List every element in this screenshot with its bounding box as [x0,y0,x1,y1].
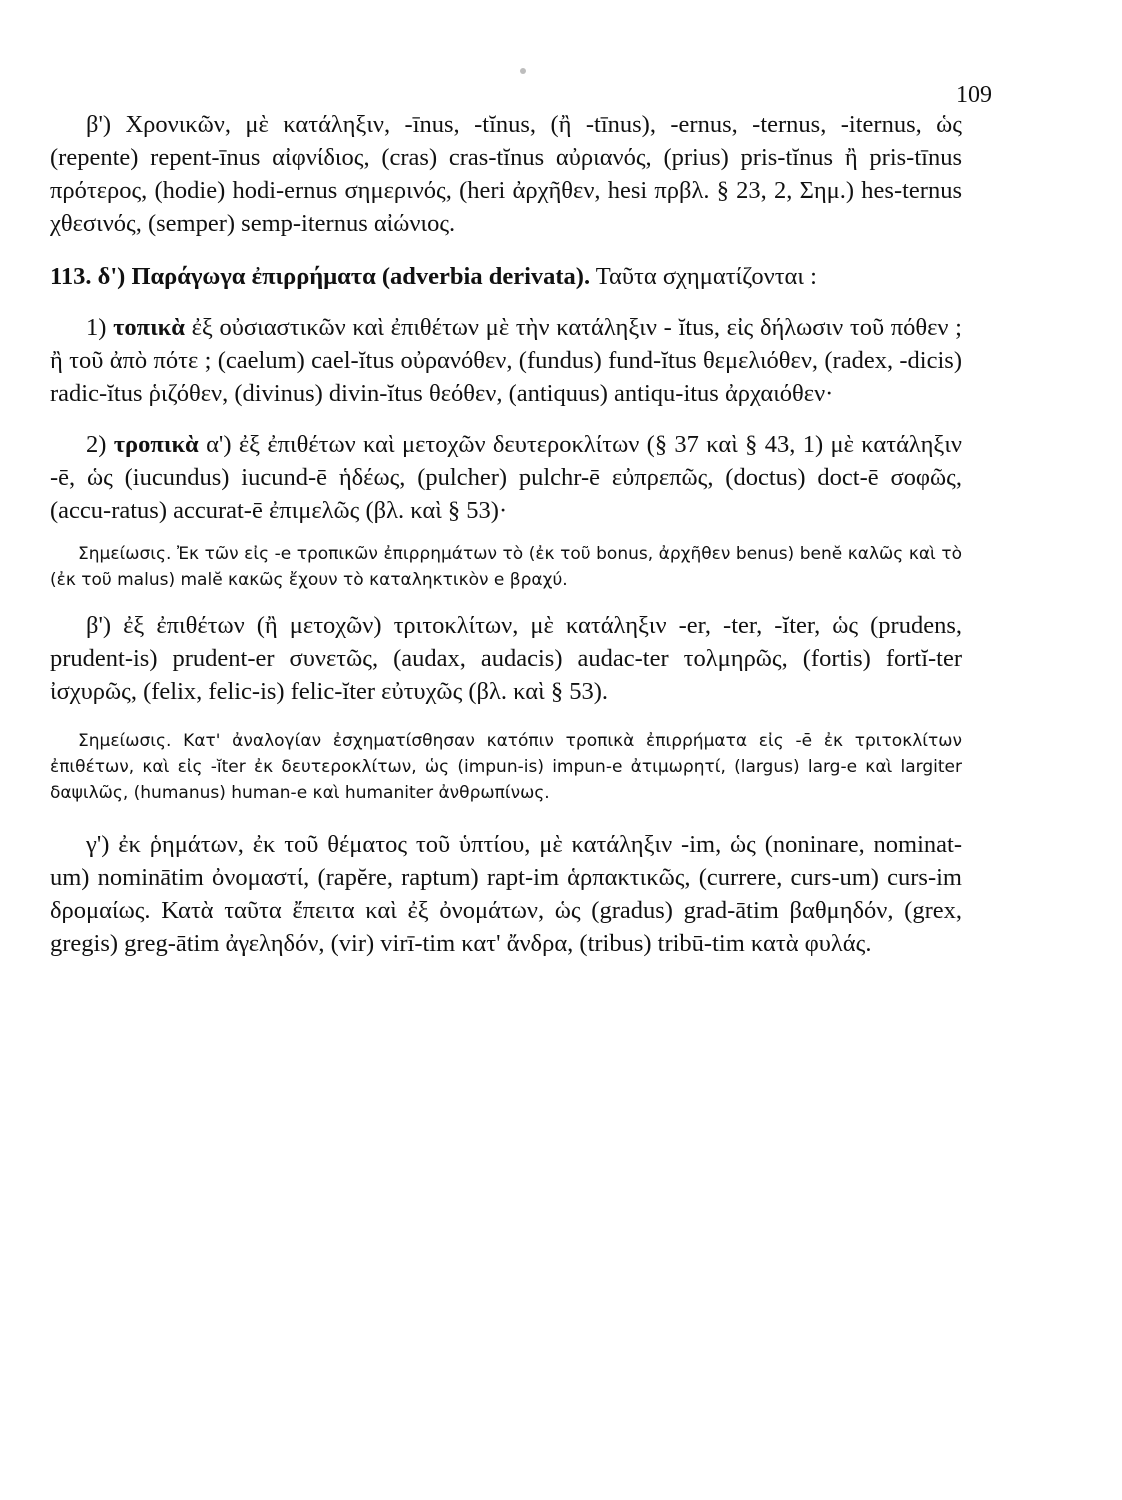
page-body [50,108,962,960]
paragraph-modal-adverbs: 2) τροπικὰ α') ἐξ ἐπιθέτων καὶ μετοχῶν δευτεροκλίτων (§ 37 καὶ § 43, 1) μὲ κατάληξιν -ē, ὡς (iucundus) iucund-ē ἡδέως, (pulcher) pulchr-ē εὐπρεπῶς, (doctus) doct-ē σοφῶς, (accu-ratus) accurat-ē ἐπιμελῶς (βλ. καὶ § 53)· [50,431,962,524]
paragraph-third-declension: β') ἐξ ἐπιθέτων (ἢ μετοχῶν) τριτοκλίτων, μὲ κατάληξιν -er, -ter, -ĭter, ὡς (prudens, prudent-is) prudent-er συνετῶς, (audax, audacis) audac-ter τολμηρῶς, (fortis) fortĭ-ter ἰσχυρῶς, (felix, felic-is) felic-ĭter εὐτυχῶς (βλ. καὶ § 53). [50,612,962,705]
note-short-e: Σημείωσις. Ἐκ τῶν εἰς -e τροπικῶν ἐπιρρημάτων τὸ (ἐκ τοῦ bonus, ἀρχῆθεν benus) benĕ καλῶς καὶ τὸ (ἐκ τοῦ malus) malĕ κακῶς ἔχουν τὸ καταληκτικὸν e βραχύ. [50,544,962,590]
section-113: 113. δ') Παράγωγα ἐπιρρήματα (adverbia derivata). Ταῦτα σχηματίζονται : [50,263,817,290]
paragraph-local-adverbs: 1) τοπικὰ ἐξ οὐσιαστικῶν καὶ ἐπιθέτων μὲ τὴν κατάληξιν - ĭtus, εἰς δήλωσιν τοῦ πόθεν ; ἢ τοῦ ἀπὸ πότε ; (caelum) cael-ĭtus οὐρανόθεν, (fundus) fund-ĭtus θεμελιόθεν, (radex, -dicis) radic-ĭtus ῥιζόθεν, (divinus) divin-ĭtus θεόθεν, (antiquus) antiqu-itus ἀρχαιόθεν· [50,314,962,407]
print-speck [520,68,526,74]
section-heading: 113. δ') Παράγωγα ἐπιρρήματα (adverbia derivata). [50,263,591,290]
paragraph-temporal-adjectives: β') Χρονικῶν, μὲ κατάληξιν, -īnus, -tĭnus, (ἢ -tīnus), -ernus, -ternus, -iternus, ὡς (repente) repent-īnus αἰφνίδιος, (cras) cras-tĭnus αὐριανός, (prius) pris-tĭnus ἢ pris-tīnus πρότερος, (hodie) hodi-ernus σημερινός, (heri ἀρχῆθεν, hesi πρβλ. § 23, 2, Σημ.) hes-ternus χθεσινός, (semper) semp-iternus αἰώνιος. [50,111,962,237]
page-number: 109 [956,82,992,108]
note-analogy: Σημείωσις. Κατ' ἀναλογίαν ἐσχηματίσθησαν κατόπιν τροπικὰ ἐπιρρήματα εἰς -ē ἐκ τριτοκλίτων ἐπιθέτων, καὶ εἰς -ĭter ἐκ δευτεροκλίτων, ὡς (impun-is) impun-e ἀτιμωρητί, (largus) larg-e καὶ largiter δαψιλῶς, (humanus) human-e καὶ humaniter ἀνθρωπίνως. [50,731,962,803]
paragraph-verbal-adverbs: γ') ἐκ ῥημάτων, ἐκ τοῦ θέματος τοῦ ὑπτίου, μὲ κατάληξιν -im, ὡς (noninare, nominat-um) nominātim ὀνομαστί, (rapĕre, raptum) rapt-im ἁρπακτικῶς, (currere, curs-um) curs-im δρομαίως. Κατὰ ταῦτα ἔπειτα καὶ ἐξ ὀνομάτων, ὡς (gradus) grad-ātim βαθμηδόν, (grex, gregis) greg-ātim ἀγεληδόν, (vir) virī-tim κατ' ἄνδρα, (tribus) tribū-tim κατὰ φυλάς. [50,831,962,957]
